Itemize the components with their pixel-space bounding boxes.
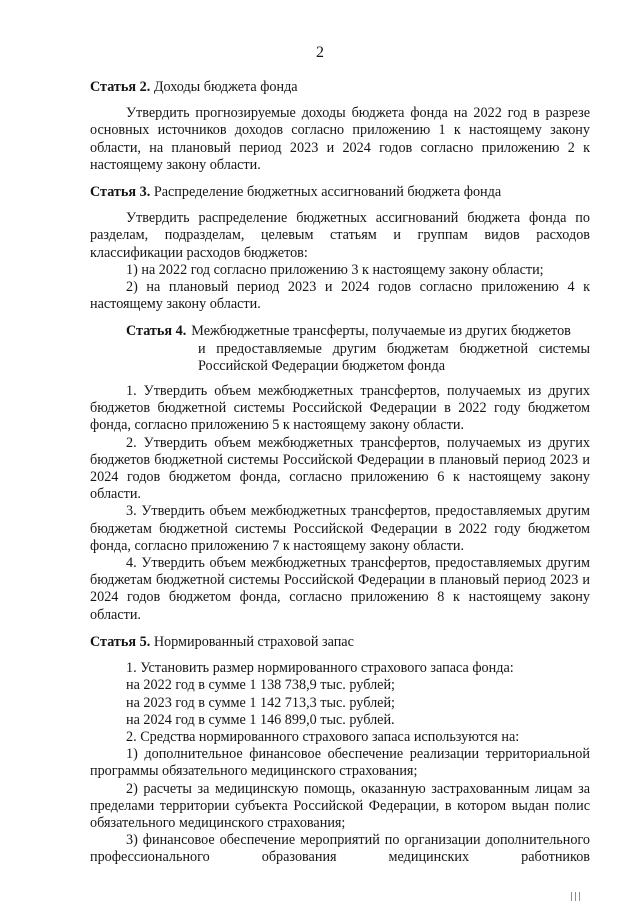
article-4-heading <box>126 323 590 340</box>
article-5-number: Статья 5. <box>90 633 151 650</box>
article-2-heading <box>90 79 590 96</box>
article-4-title-line: Межбюджетные трансферты, получаемые из других бюджетов <box>191 323 571 340</box>
article-5-amount: на 2023 год в сумме 1 142 713,3 тыс. рублей; <box>126 694 395 711</box>
article-2-number: Статья 2. <box>90 79 151 95</box>
article-3-item: 2) на плановый период 2023 и 2024 годов согласно приложению 4 к настоящему закону области. <box>90 279 590 313</box>
article-4-item: 1. Утвердить объем межбюджетных трансфертов, получаемых из других бюджетов бюджетной системы Российской Федерации в 2022 году бюджетом фонда, согласно приложению 5 к настоящему закону области. <box>90 383 590 434</box>
article-5-amount: на 2024 год в сумме 1 146 899,0 тыс. рублей. <box>126 711 395 728</box>
article-2-title: Доходы бюджета фонда <box>153 79 298 95</box>
article-2-text: Утвердить прогнозируемые доходы бюджета фонда на 2022 год в разрезе основных источников доходов согласно приложению 1 к настоящему закону области, на плановый период 2023 и 2024 годов согласно приложению 2 к настоящему закону области. <box>90 105 590 173</box>
article-5-heading <box>90 634 590 651</box>
article-5-use: 2) расчеты за медицинскую помощь, оказанную застрахованным лицам за пределами территории субъекта Российской Федерации, в котором выдан полис обязательного медицинского страхования; <box>90 780 590 831</box>
article-4-item: 4. Утвердить объем межбюджетных трансфертов, предоставляемых другим бюджетам бюджетной системы Российской Федерации в плановый период 2023 и 2024 годов бюджетом фонда, согласно приложению 8 к настоящему закону области. <box>90 555 590 623</box>
article-3-item: 1) на 2022 год согласно приложению 3 к настоящему закону области; <box>126 261 544 278</box>
article-3-heading <box>90 184 590 201</box>
article-3-title: Распределение бюджетных ассигнований бюджета фонда <box>153 184 502 201</box>
article-5-amount: на 2022 год в сумме 1 138 738,9 тыс. рублей; <box>126 677 395 694</box>
article-4-item: 2. Утвердить объем межбюджетных трансфертов, получаемых из других бюджетов бюджетной системы Российской Федерации в плановый период 2023 и 2024 годов бюджетом фонда, согласно приложению 6 к настоящему закону области. <box>90 434 590 503</box>
scan-edge-mark: ||| <box>570 892 583 902</box>
page-number: 2 <box>316 44 324 61</box>
article-4-title-rest: и предоставляемые другим бюджетам бюджетной системы Российской Федерации бюджетом фонда <box>198 340 590 374</box>
article-4-number: Статья 4. <box>126 323 187 340</box>
article-5-use: 1) дополнительное финансовое обеспечение реализации территориальной программы обязательного медицинского страхования; <box>90 746 590 780</box>
article-4-item: 3. Утвердить объем межбюджетных трансфертов, предоставляемых другим бюджетам бюджетной системы Российской Федерации в 2022 году бюджетом фонда, согласно приложению 7 к настоящему закону области. <box>90 503 590 554</box>
article-3-text: Утвердить распределение бюджетных ассигнований бюджета фонда по разделам, подразделам, целевым статьям и группам видов расходов классификации расходов бюджетов: <box>90 210 590 261</box>
article-5-paragraph-1: 1. Установить размер нормированного страхового запаса фонда: <box>126 660 514 677</box>
article-5-paragraph-2: 2. Средства нормированного страхового запаса используются на: <box>126 728 520 745</box>
article-4-title <box>191 323 590 340</box>
article-5-use: 3) финансовое обеспечение мероприятий по организации дополнительного профессионального образования медицинских работников <box>90 832 590 866</box>
document-body <box>90 79 590 867</box>
article-3-number: Статья 3. <box>90 184 151 201</box>
article-5-title: Нормированный страховой запас <box>153 633 354 650</box>
